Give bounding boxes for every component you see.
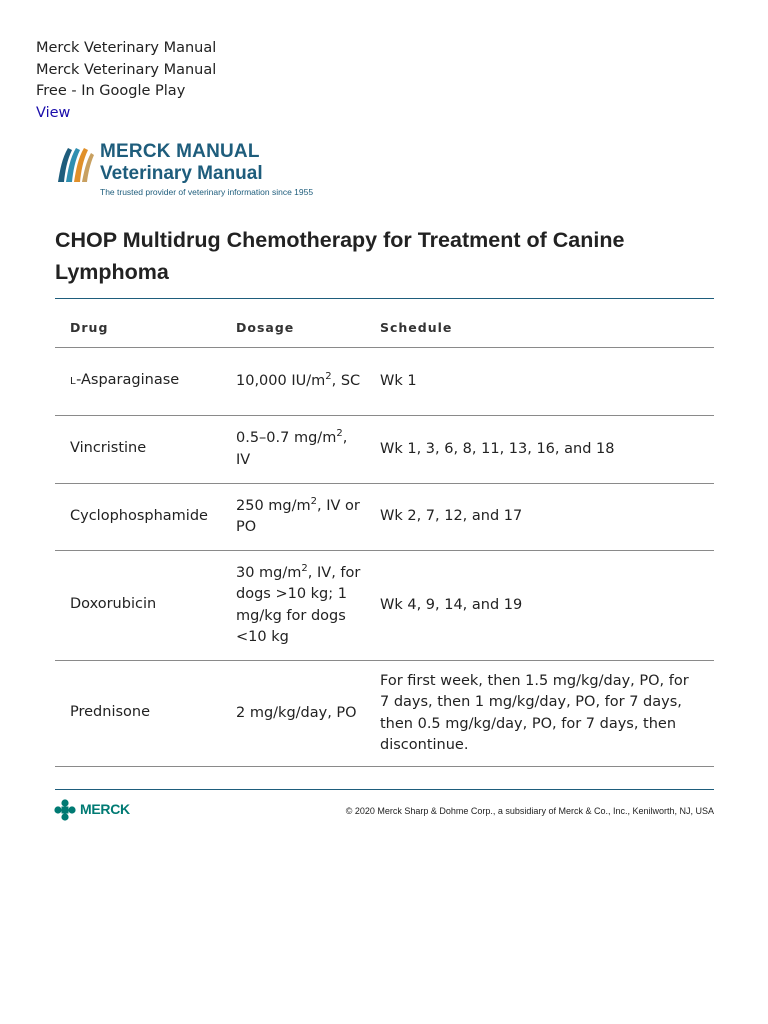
dosage-cell [221, 661, 365, 767]
drug-name: Doxorubicin [70, 596, 157, 613]
drug-name: -Asparaginase [76, 372, 180, 389]
drug-name: Vincristine [70, 440, 147, 457]
drug-cell [55, 661, 221, 767]
dose-sup: 2 [325, 370, 332, 382]
schedule-cell: Wk 4, 9, 14, and 19 [365, 551, 714, 661]
page-title: CHOP Multidrug Chemotherapy for Treatment of Canine Lymphoma [55, 228, 625, 284]
copyright-text: © 2020 Merck Sharp & Dohme Corp., a subsidiary of Merck & Co., Inc., Kenilworth, NJ, USA [345, 806, 714, 816]
footer-brand: MERCK [80, 801, 130, 817]
dose-main: 250 mg/m [236, 497, 311, 514]
schedule-cell: Wk 1 [365, 348, 714, 416]
dosage-cell [221, 551, 365, 661]
header-schedule: Schedule [365, 308, 714, 348]
dosage-cell [221, 416, 365, 484]
merck-footer-logo [54, 799, 134, 821]
dose-main: 30 mg/m [236, 564, 302, 581]
title-divider [55, 298, 714, 299]
dose-rest: , IV or PO [236, 497, 360, 535]
drug-name: Cyclophosphamide [70, 507, 208, 524]
book-stripes-icon [54, 144, 96, 184]
dose-main: 2 mg/kg/day, PO [236, 704, 357, 721]
table-header-row [55, 308, 714, 348]
schedule-cell: For first week, then 1.5 mg/kg/day, PO, for 7 days, then 1 mg/kg/day, PO, for 7 days, then 0.5 mg/kg/day, PO, for 7 days, then discontinue. [365, 661, 714, 767]
header-dosage: Dosage [221, 308, 365, 348]
app-name: Merck Veterinary Manual [36, 40, 217, 56]
dose-rest: , IV [236, 430, 348, 468]
drug-prefix: L [70, 376, 77, 388]
view-link[interactable]: View [36, 104, 71, 121]
dose-sup: 2 [310, 495, 317, 507]
logo-subtitle: Veterinary Manual [100, 163, 263, 184]
merck-cross-icon [54, 799, 76, 821]
table-row [55, 484, 714, 551]
app-publisher: Merck Veterinary Manual [36, 61, 217, 78]
dose-sup: 2 [301, 562, 308, 574]
app-install-banner [36, 38, 216, 124]
chemotherapy-table [55, 308, 714, 767]
dose-main: 0.5–0.7 mg/m [236, 430, 337, 446]
dosage-cell [221, 348, 365, 416]
drug-cell [55, 348, 221, 416]
drug-cell [55, 416, 221, 484]
merck-manual-logo [54, 140, 374, 200]
dose-main: 10,000 IU/m [236, 372, 326, 389]
schedule-cell: Wk 2, 7, 12, and 17 [365, 484, 714, 551]
table-row [55, 416, 714, 484]
drug-cell [55, 551, 221, 661]
schedule-cell: Wk 1, 3, 6, 8, 11, 13, 16, and 18 [365, 416, 714, 484]
logo-title: MERCK MANUAL [100, 141, 260, 162]
footer-divider [55, 789, 714, 790]
dose-rest: , IV, for dogs >10 kg; 1 mg/kg for dogs <10 kg [236, 564, 361, 645]
dosage-cell [221, 484, 365, 551]
drug-cell [55, 484, 221, 551]
table-row [55, 661, 714, 767]
logo-tagline: The trusted provider of veterinary information since 1955 [100, 187, 314, 197]
drug-name: Prednisone [70, 704, 151, 721]
dose-sup: 2 [336, 428, 343, 440]
dose-rest: , SC [331, 372, 361, 389]
header-drug: Drug [55, 308, 221, 348]
app-price-store: Free - In Google Play [36, 83, 186, 99]
table-row [55, 551, 714, 661]
table-row [55, 348, 714, 416]
